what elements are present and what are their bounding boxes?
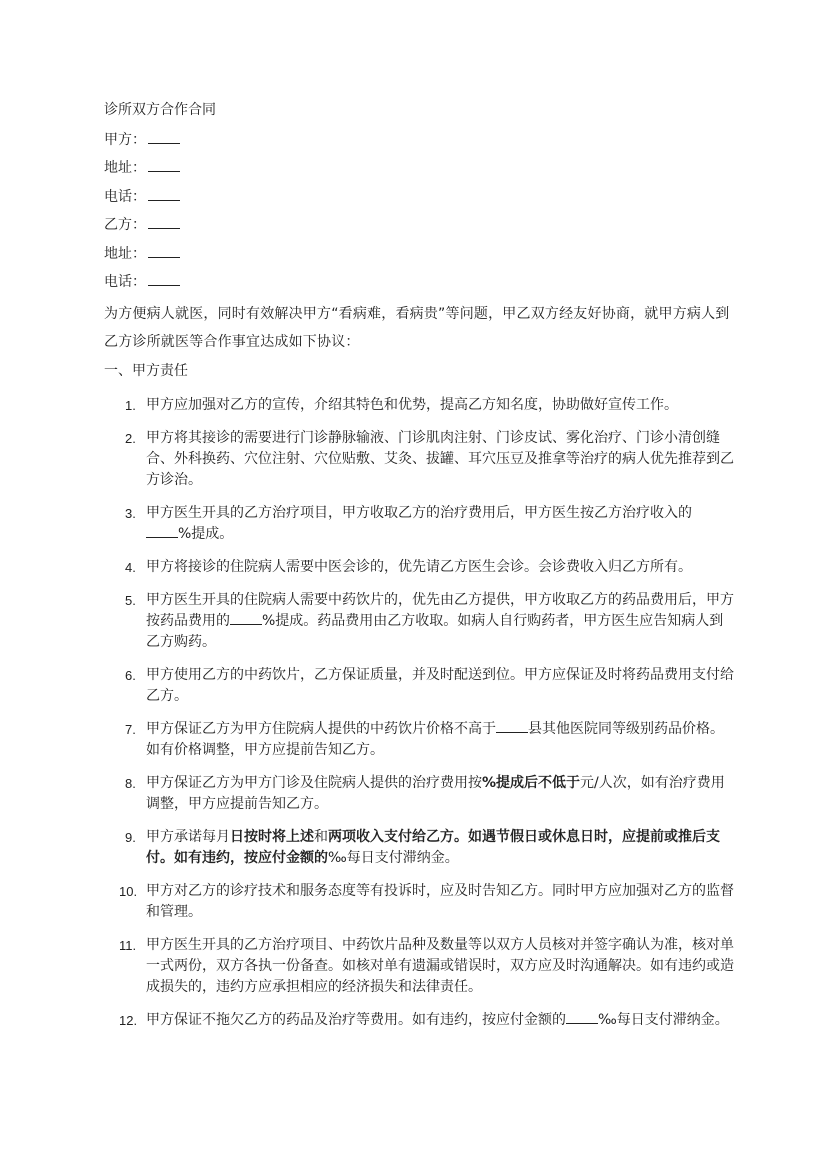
clause-bold-text: 两项收入支付给乙方。如遇节假日或休息日时，应提前或推后支付。如有违约，按应付金额的 bbox=[146, 829, 720, 866]
clause-item bbox=[104, 881, 736, 923]
clause-number: 8. bbox=[125, 776, 136, 791]
clause-item bbox=[104, 665, 736, 707]
clause-text: 甲方保证乙方为甲方住院病人提供的中药饮片价格不高于 bbox=[146, 721, 496, 737]
party-b-address-label: 地址： bbox=[104, 245, 146, 262]
clause-item bbox=[104, 590, 736, 653]
clause-item bbox=[104, 503, 736, 545]
clause-text: 甲方保证乙方为甲方门诊及住院病人提供的治疗费用按 bbox=[146, 775, 482, 791]
clause-number: 11. bbox=[119, 938, 137, 953]
party-b-line bbox=[104, 214, 736, 243]
clause-list bbox=[104, 395, 736, 1031]
clause-item bbox=[104, 557, 736, 578]
clause-number: 9. bbox=[125, 830, 136, 845]
clause-number: 1. bbox=[125, 398, 136, 413]
party-a-label: 甲方： bbox=[104, 131, 146, 148]
document-title: 诊所双方合作合同 bbox=[104, 102, 216, 118]
county-blank[interactable] bbox=[496, 719, 528, 733]
clause-text: 甲方承诺每月 bbox=[146, 829, 230, 845]
clause-number: 4. bbox=[125, 560, 136, 575]
clause-text: 甲方将其接诊的需要进行门诊静脉输液、门诊肌肉注射、门诊皮试、雾化治疗、门诊小清创缝合、外科换药、穴位注射、穴位贴敷、艾灸、拔罐、耳穴压豆及推拿等治疗的病人优先推荐到乙方诊治。 bbox=[146, 430, 734, 488]
party-a-address-line bbox=[104, 157, 736, 186]
party-b-phone-label: 电话： bbox=[104, 274, 146, 290]
late-fee-blank[interactable] bbox=[566, 1010, 598, 1024]
party-b-address-line bbox=[104, 243, 736, 272]
clause-text: 甲方使用乙方的中药饮片，乙方保证质量，并及时配送到位。甲方应保证及时将药品费用支付给乙方。 bbox=[146, 667, 734, 704]
clause-text: ‰每日支付滞纳金。 bbox=[598, 1012, 729, 1028]
party-b-phone-blank[interactable] bbox=[148, 271, 180, 286]
clause-number: 10. bbox=[119, 884, 138, 899]
clause-number: 5. bbox=[125, 593, 136, 608]
party-b-blank[interactable] bbox=[148, 214, 180, 229]
party-a-phone-blank[interactable] bbox=[148, 186, 180, 201]
intro-paragraph: 为方便病人就医，同时有效解决甲方“看病难，看病贵”等问题，甲乙双方经友好协商，就甲方病人到乙方诊所就医等合作事宜达成如下协议： bbox=[104, 305, 730, 350]
document-body bbox=[104, 100, 736, 1043]
clause-number: 2. bbox=[125, 431, 136, 446]
clause-item bbox=[104, 719, 736, 761]
clause-text: 甲方保证不拖欠乙方的药品及治疗等费用。如有违约，按应付金额的 bbox=[146, 1012, 566, 1028]
party-b-label: 乙方： bbox=[104, 217, 146, 233]
party-a-phone-line bbox=[104, 186, 736, 215]
clause-text: %提成。药品费用由乙方收取。如病人自行购药者，甲方医生应告知病人到乙方购药。 bbox=[146, 613, 724, 650]
party-b-address-blank[interactable] bbox=[148, 243, 180, 258]
clause-number: 12. bbox=[119, 1013, 138, 1028]
clause-item bbox=[104, 1010, 736, 1031]
party-a-line bbox=[104, 129, 736, 158]
clause-text: 甲方应加强对乙方的宣传，介绍其特色和优势，提高乙方知名度，协助做好宣传工作。 bbox=[146, 397, 678, 413]
clause-text: 县其他医院同等级别药品价格。如有价格调整，甲方应提前告知乙方。 bbox=[146, 721, 724, 758]
clause-item bbox=[104, 935, 736, 998]
clause-text: 甲方医生开具的乙方治疗项目、中药饮片品种及数量等以双方人员核对并签字确认为准，核对单一式两份，双方各执一份备查。如核对单有遗漏或错误时，双方应及时沟通解决。如有违约或造成损失的，违约方应承担相应的经济损失和法律责任。 bbox=[146, 937, 734, 995]
clause-text: 甲方对乙方的诊疗技术和服务态度等有投诉时，应及时告知乙方。同时甲方应加强对乙方的监督和管理。 bbox=[146, 883, 734, 920]
clause-number: 3. bbox=[125, 506, 136, 521]
clause-text: 和 bbox=[314, 829, 328, 845]
party-a-address-label: 地址： bbox=[104, 160, 146, 176]
clause-number: 7. bbox=[125, 722, 136, 737]
clause-number: 6. bbox=[125, 668, 136, 683]
clause-text: 元/人次，如有治疗费用调整，甲方应提前告知乙方。 bbox=[146, 775, 725, 812]
clause-text: 甲方医生开具的乙方治疗项目，甲方收取乙方的治疗费用后，甲方医生按乙方治疗收入的 bbox=[146, 505, 692, 521]
clause-text: 甲方医生开具的住院病人需要中药饮片的，优先由乙方提供，甲方收取乙方的药品费用后，甲方按药品费用的 bbox=[146, 592, 734, 629]
clause-bold-text: 日按时将上述 bbox=[230, 829, 314, 845]
clause-text: %提成。 bbox=[178, 526, 234, 542]
clause-item bbox=[104, 428, 736, 491]
party-b-phone-line bbox=[104, 271, 736, 300]
clause-text: 甲方将接诊的住院病人需要中医会诊的，优先请乙方医生会诊。会诊费收入归乙方所有。 bbox=[146, 559, 692, 575]
clause-text: ‰每日支付滞纳金。 bbox=[328, 850, 459, 866]
party-a-blank[interactable] bbox=[148, 129, 180, 144]
clause-bold-text: %提成后不低于 bbox=[482, 775, 581, 791]
party-a-address-blank[interactable] bbox=[148, 157, 180, 172]
percentage-blank[interactable] bbox=[230, 611, 262, 625]
clause-item bbox=[104, 773, 736, 815]
section-1-title: 一、甲方责任 bbox=[104, 362, 188, 379]
party-a-phone-label: 电话： bbox=[104, 188, 146, 205]
clause-item bbox=[104, 827, 736, 869]
percentage-blank[interactable] bbox=[146, 524, 178, 538]
clause-item bbox=[104, 395, 736, 416]
